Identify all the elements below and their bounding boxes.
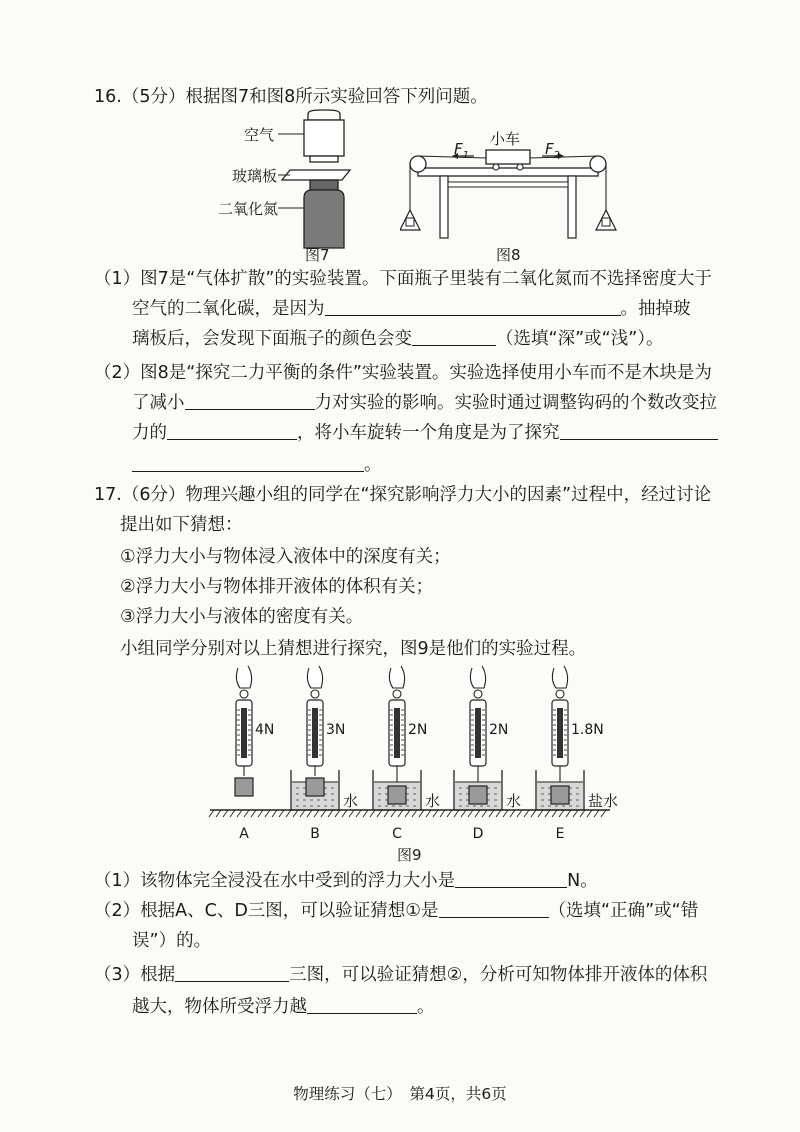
q17-s1-line bbox=[94, 868, 598, 894]
q17-s3-b-text: 越大，物体所受浮力越 bbox=[132, 997, 307, 1017]
q17-s3-a-end: 三图，可以验证猜想②，分析可知物体排开液体的体积 bbox=[289, 965, 708, 985]
scale-reading: 2N bbox=[408, 722, 428, 738]
q16-p2-c-end: ，将小车旋转一个角度是为了探究 bbox=[297, 423, 560, 443]
q16-p1-c-end: （选填“深”或“浅”）。 bbox=[496, 329, 664, 349]
answer-blank-7[interactable] bbox=[439, 899, 549, 918]
block bbox=[388, 786, 406, 804]
fig8-caption: 图8 bbox=[496, 246, 521, 264]
q16-p1-line-c bbox=[132, 326, 664, 352]
q16-p2-b-end: 力对实验的影响。实验时通过调整钩码的个数改变拉 bbox=[314, 393, 717, 413]
liquid-label: 水 bbox=[425, 792, 441, 810]
q16-p2-line-a: （2）图8是“探究二力平衡的条件”实验装置。实验选择使用小车而不是木块是为 bbox=[94, 363, 712, 383]
fig7-label-air: 空气 bbox=[244, 126, 275, 144]
q17-intro: 小组同学分别对以上猜想进行探究，图9是他们的实验过程。 bbox=[120, 639, 587, 659]
q17-s1-end: N。 bbox=[567, 871, 598, 891]
q17-guess-1: ①浮力大小与物体浸入液体中的深度有关； bbox=[120, 547, 451, 567]
answer-blank-8[interactable] bbox=[175, 963, 289, 982]
page-footer: 物理练习（七） 第4页，共6页 bbox=[293, 1085, 507, 1103]
q16-p1-line-a: （1）图7是“气体扩散”的实验装置。下面瓶子里装有二氧化氮而不选择密度大于 bbox=[94, 269, 712, 289]
figure-9 bbox=[200, 660, 620, 840]
table bbox=[418, 168, 598, 176]
block bbox=[469, 786, 487, 804]
q16-p2-line-c bbox=[132, 420, 718, 446]
q17-s1-text: （1）该物体完全浸没在水中受到的浮力大小是 bbox=[94, 871, 456, 891]
block bbox=[235, 778, 253, 796]
q17-s2-line-b: 误”）的。 bbox=[132, 931, 212, 951]
answer-blank-5-cont[interactable] bbox=[132, 453, 364, 472]
answer-blank-2[interactable] bbox=[412, 327, 496, 346]
q17-stem-b: 提出如下猜想： bbox=[120, 515, 243, 535]
fig8-label-f2-sub: 2 bbox=[553, 150, 561, 161]
fig8-label-f1: $F_1$ bbox=[454, 140, 470, 161]
q17-s3-a-text: （3）根据 bbox=[94, 965, 176, 985]
q16-p2-b-text: 了减小 bbox=[132, 393, 185, 413]
glass-plate bbox=[282, 170, 350, 180]
block bbox=[306, 778, 324, 796]
station-letter: D bbox=[472, 826, 484, 840]
q16-stem: 16.（5分）根据图7和图8所示实验回答下列问题。 bbox=[94, 87, 488, 107]
station-letter: A bbox=[239, 826, 249, 840]
station-b bbox=[291, 666, 358, 840]
q17-guess-2: ②浮力大小与物体排开液体的体积有关； bbox=[120, 577, 434, 597]
fig7-label-no2: 二氧化氮 bbox=[218, 200, 279, 218]
station-letter: B bbox=[310, 826, 320, 840]
station-c bbox=[373, 666, 440, 840]
fig8-label-cart: 小车 bbox=[490, 130, 521, 148]
q16-p2-c-text: 力的 bbox=[132, 423, 167, 443]
station-e bbox=[536, 666, 618, 840]
q16-p1-b-text: 空气的二氧化碳，是因为 bbox=[132, 299, 325, 319]
q17-stem-a: 17.（6分）物理兴趣小组的同学在“探究影响浮力大小的因素”过程中，经过讨论 bbox=[94, 485, 712, 505]
liquid-label: 水 bbox=[506, 792, 522, 810]
q16-p2-line-d bbox=[132, 452, 382, 478]
q16-p1-b-end: 。抽掉玻 bbox=[620, 299, 691, 319]
q16-p2-d-end: 。 bbox=[364, 455, 382, 475]
station-a bbox=[235, 666, 274, 840]
answer-blank-6[interactable] bbox=[455, 869, 567, 888]
q17-s3-line-a bbox=[94, 962, 707, 988]
scale-reading: 1.8N bbox=[571, 722, 604, 738]
station-letter: E bbox=[555, 826, 565, 840]
station-d bbox=[454, 666, 521, 840]
q17-s3-b-end: 。 bbox=[417, 997, 435, 1017]
answer-blank-5[interactable] bbox=[560, 421, 718, 440]
upper-bottle bbox=[304, 120, 344, 156]
station-letter: C bbox=[392, 826, 402, 840]
answer-blank-1[interactable] bbox=[325, 297, 621, 316]
right-pulley bbox=[590, 156, 606, 172]
fig8-label-f2: $F_2$ bbox=[545, 140, 561, 161]
fig7-caption: 图7 bbox=[305, 246, 330, 264]
block bbox=[551, 786, 569, 804]
fig8-label-f1-sub: 1 bbox=[462, 150, 470, 161]
q17-s2-line-a bbox=[94, 898, 698, 924]
fig7-label-glass: 玻璃板 bbox=[232, 167, 278, 185]
q17-s2-a-end: （选填“正确”或“错 bbox=[548, 901, 699, 921]
q17-s2-a-text: （2）根据A、C、D三图，可以验证猜想①是 bbox=[94, 901, 439, 921]
lower-bottle bbox=[304, 190, 344, 248]
liquid-label: 盐水 bbox=[588, 792, 619, 810]
answer-blank-4[interactable] bbox=[167, 421, 297, 440]
scale-reading: 3N bbox=[326, 722, 346, 738]
left-pulley bbox=[410, 156, 426, 172]
answer-blank-3[interactable] bbox=[185, 391, 315, 410]
scale-reading: 4N bbox=[255, 722, 275, 738]
q17-guess-3: ③浮力大小与液体的密度有关。 bbox=[120, 607, 364, 627]
q16-p1-c-text: 璃板后，会发现下面瓶子的颜色会变 bbox=[132, 329, 412, 349]
answer-blank-9[interactable] bbox=[307, 995, 417, 1014]
q17-s3-line-b bbox=[132, 994, 435, 1020]
q16-p1-line-b bbox=[132, 296, 691, 322]
scale-reading: 2N bbox=[489, 722, 509, 738]
q16-p2-line-b bbox=[132, 390, 717, 416]
fig9-caption: 图9 bbox=[397, 846, 422, 864]
liquid-label: 水 bbox=[343, 792, 359, 810]
cart bbox=[486, 150, 530, 164]
